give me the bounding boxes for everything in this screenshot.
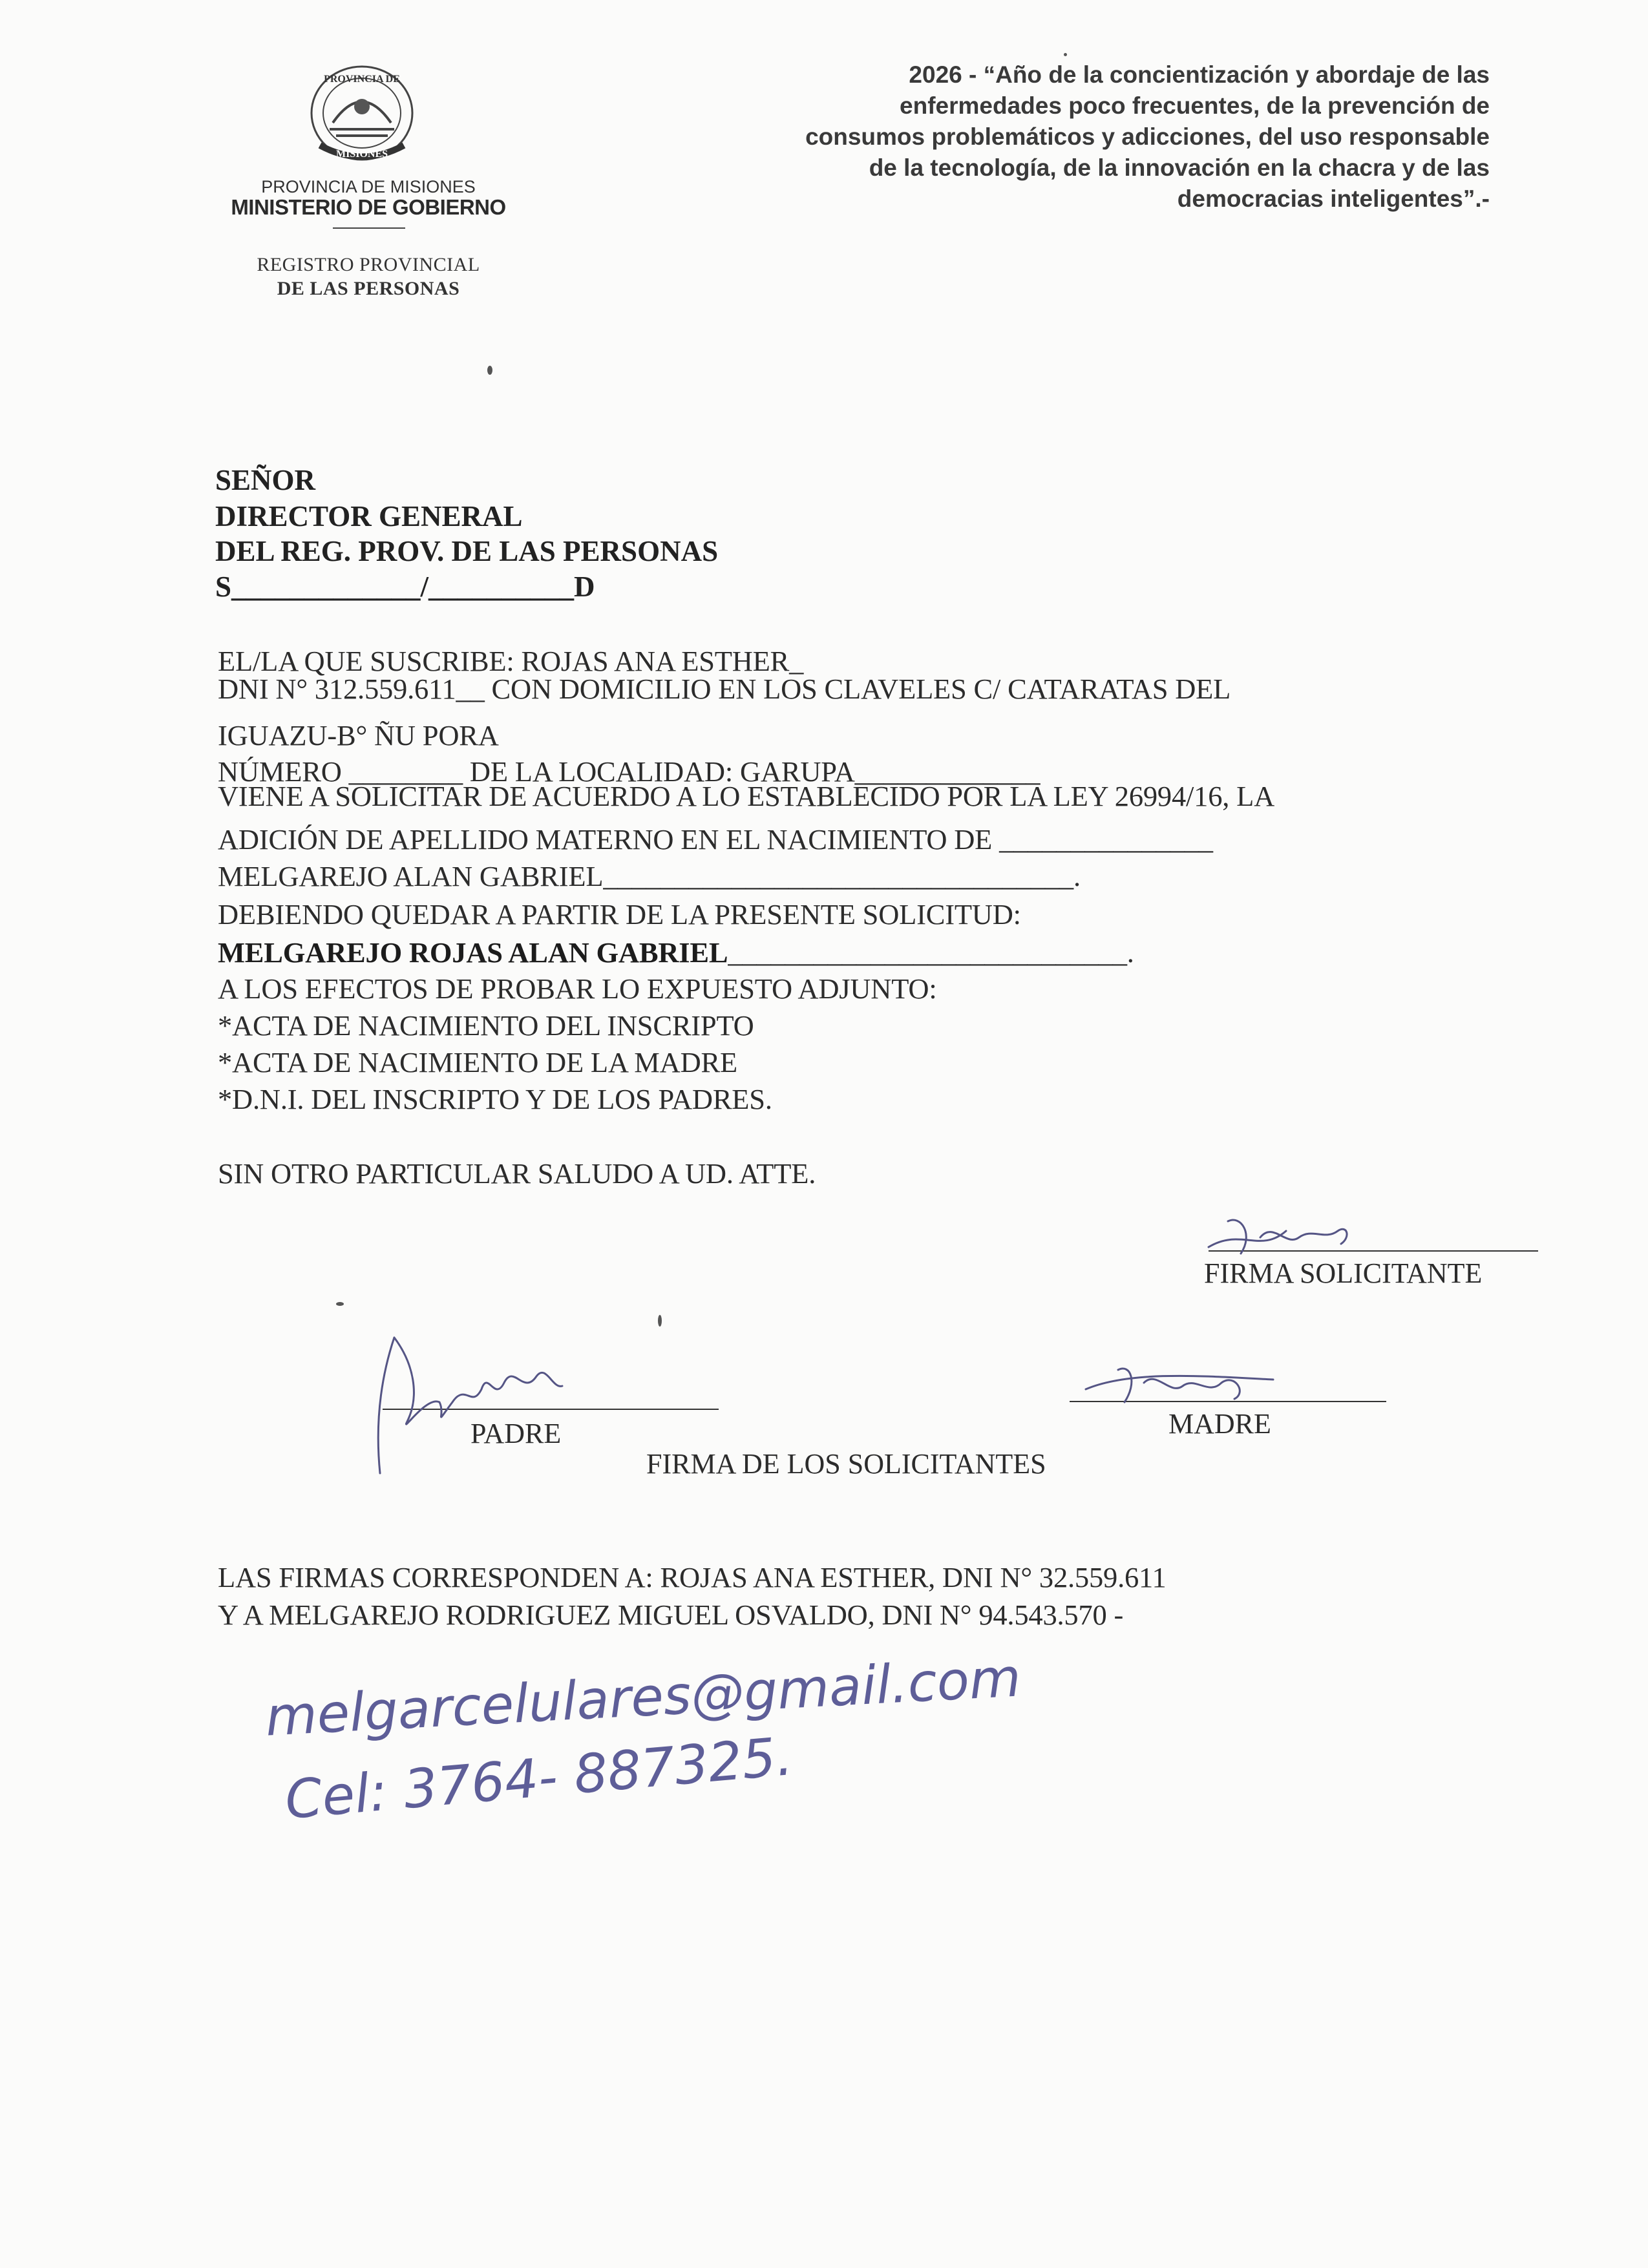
signatories-line-1: LAS FIRMAS CORRESPONDEN A: ROJAS ANA ESTHER, DNI N° 32.559.611: [218, 1561, 1167, 1593]
padre-signature-label: PADRE: [470, 1418, 562, 1449]
org-province: PROVINCIA DE MISIONES: [261, 177, 476, 196]
handwritten-phone: Cel: 3764- 887325.: [282, 1725, 796, 1832]
scan-speck: [1064, 53, 1067, 56]
registry-line-2: DE LAS PERSONAS: [277, 278, 460, 299]
solicitante-signature-label: FIRMA SOLICITANTE: [1204, 1257, 1483, 1289]
scan-speck: [658, 1315, 662, 1327]
body-line: VIENE A SOLICITAR DE ACUERDO A LO ESTABLECIDO POR LA LEY 26994/16, LA: [218, 780, 1275, 812]
addressee-line-3: DEL REG. PROV. DE LAS PERSONAS: [215, 535, 719, 567]
seal-text-top: PROVINCIA DE: [324, 74, 400, 85]
org-divider: [333, 227, 405, 229]
resulting-name-tail: ____________________________.: [728, 936, 1134, 969]
body-line: DEBIENDO QUEDAR A PARTIR DE LA PRESENTE SOLICITUD:: [218, 898, 1021, 930]
body-line: EL/LA QUE SUSCRIBE: ROJAS ANA ESTHER_: [218, 645, 804, 677]
body-line: ADICIÓN DE APELLIDO MATERNO EN EL NACIMIENTO DE _______________: [218, 823, 1213, 856]
attachment-item: *D.N.I. DEL INSCRIPTO Y DE LOS PADRES.: [218, 1083, 772, 1115]
registry-line-1: REGISTRO PROVINCIAL: [257, 254, 480, 275]
provincial-seal: [301, 61, 423, 171]
padre-signature: [368, 1325, 588, 1480]
org-ministry: MINISTERIO DE GOBIERNO: [231, 195, 506, 219]
motto-line: de la tecnología, de la innovación en la chacra y de las: [869, 154, 1490, 181]
year-motto: [698, 59, 1490, 215]
seal-text-bottom: MISIONES: [335, 149, 388, 160]
attachment-item: *ACTA DE NACIMIENTO DEL INSCRIPTO: [218, 1009, 754, 1042]
body-line: MELGAREJO ALAN GABRIEL_________________________________.: [218, 860, 1081, 892]
motto-line: democracias inteligentes”.-: [1177, 185, 1490, 212]
closing-salutation: SIN OTRO PARTICULAR SALUDO A UD. ATTE.: [218, 1157, 816, 1190]
body-line: DNI N° 312.559.611__ CON DOMICILIO EN LOS CLAVELES C/ CATARATAS DEL: [218, 673, 1231, 705]
body-line: IGUAZU-B° ÑU PORA: [218, 719, 499, 751]
motto-line: enfermedades poco frecuentes, de la prevención de: [900, 92, 1490, 119]
addressee-line-2: DIRECTOR GENERAL: [215, 500, 523, 532]
resulting-name-text: MELGAREJO ROJAS ALAN GABRIEL: [218, 936, 728, 969]
scan-speck: [336, 1302, 344, 1306]
motto-line: 2026 - “Año de la concientización y abordaje de las: [909, 61, 1490, 88]
signatures-group-label: FIRMA DE LOS SOLICITANTES: [646, 1448, 1046, 1480]
signatories-line-2: Y A MELGAREJO RODRIGUEZ MIGUEL OSVALDO, DNI N° 94.543.570 -: [218, 1599, 1124, 1631]
motto-line: consumos problemáticos y adicciones, del uso responsable: [805, 123, 1490, 150]
resulting-name: [218, 936, 1134, 969]
handwritten-email: melgarcelulares@gmail.com: [264, 1647, 1022, 1748]
madre-signature: [1079, 1350, 1286, 1422]
solicitante-signature: [1202, 1202, 1383, 1273]
scan-speck: [487, 366, 492, 375]
body-line: A LOS EFECTOS DE PROBAR LO EXPUESTO ADJUNTO:: [218, 972, 937, 1005]
addressee-line-1: SEÑOR: [215, 464, 316, 496]
addressee-line-4: S_____________/__________D: [215, 571, 595, 603]
body-line: NÚMERO ________ DE LA LOCALIDAD: GARUPA_____________: [218, 755, 1041, 788]
attachment-item: *ACTA DE NACIMIENTO DE LA MADRE: [218, 1046, 737, 1078]
madre-signature-label: MADRE: [1168, 1408, 1271, 1440]
